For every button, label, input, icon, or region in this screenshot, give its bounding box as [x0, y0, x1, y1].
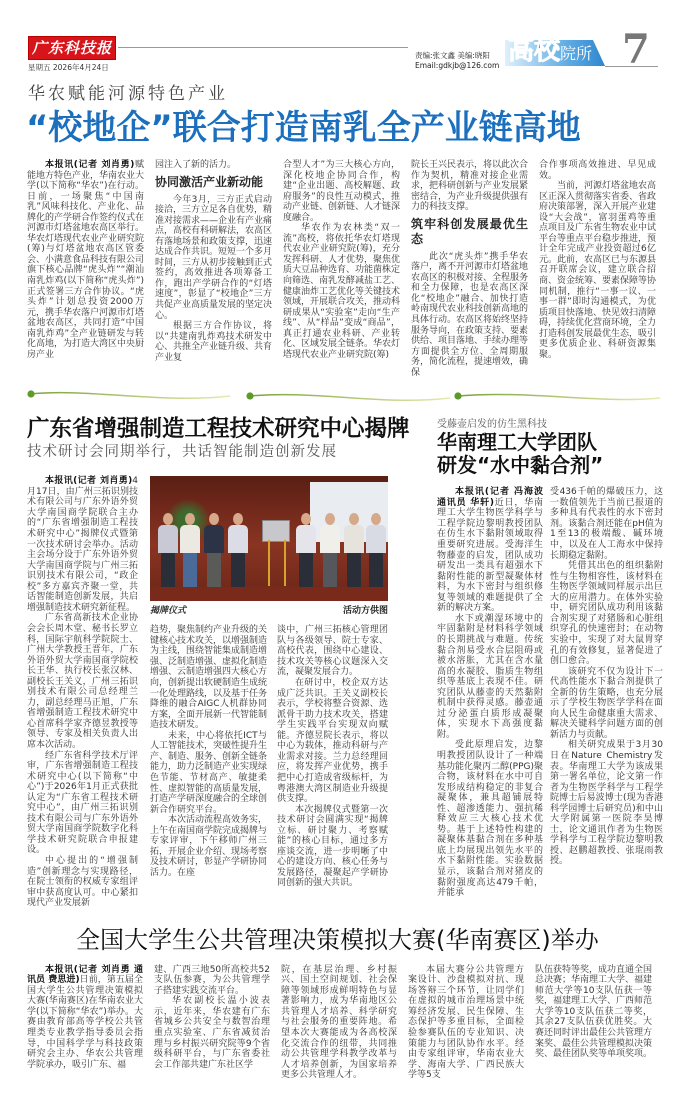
paragraph [281, 965, 397, 1081]
paragraph-text: 谈中，广州三拓核心管理团队与各级领导、院士专家、高校代表，围绕中心建设、技术攻关等核心议题深入交流，凝聚发展合力。 [277, 625, 388, 678]
paragraph-text: 园注入了新的活力。 [155, 160, 237, 170]
newspaper-logo: 广东科技报 [28, 36, 116, 60]
paragraph-text: 此次“虎头炸”携手华农落户，离不开河源市灯塔盆地农高区的积极对接、全程服务和全力保障，也是农高区深化“校地企”融合、加快打造岭南现代农业科技创新高地的具体行动。农高区将始终坚持服务导向，在政策支持、要素供给、项目落地、手续办理等方面提供全方位、全周期服务，简化流程，提速增效，确保 [411, 251, 529, 378]
person [228, 513, 248, 587]
paragraph [154, 996, 270, 1070]
paragraph-text: 受436千帕的爆破压力，这一数值领先于当前已报道的多种具有代表性的水下密封剂。该黏合剂还能在pH值为1至13的极端酸、碱环境中，以及在人工海水中保持长期稳定黏附。 [550, 487, 663, 561]
photo-caption-row [150, 605, 388, 617]
paragraph [27, 965, 143, 1070]
paragraph-text: 未来，中心将依托ICT与人工智能技术，突破性提升生产、制造、服务、创新全链条能力，助力泛制造产业实现绿色节能、节材高产、敏捷柔性、虚拟智能的高质量发展，打造产学研深度融合的全球创新合作研究平台。 [150, 730, 268, 815]
article1-column [411, 160, 528, 378]
paragraph [154, 965, 270, 997]
article4-column [154, 965, 270, 1070]
section-subheading: 筑牢科创发展最优生态 [411, 216, 528, 246]
paragraph-text: 赋能地方特色产业，华南农业大学(以下简称“华农”)在行动。日前，一场聚焦“中国南乳”风味科技化、产业化、品牌化的产学研合作签约仪式在河源市灯塔盆地农高区举行。华农灯塔现代农业产业研究院(筹)与灯塔盆地农高区管委会、小满意食品科技有限公司旗下核心品牌“虎头炸”“潮汕南乳炸鸡(以下简称“虎头炸”)正式签署三方合作协议。“虎头炸”计划总投资2000万元，携手华农落户河源市灯塔盆地农高区，共同打造“中国南乳炸鸡”全产业链研发与转化高地，为打造大湾区中央厨房产业 [27, 160, 145, 360]
byline: 本报讯(记者 刘肖勇) [45, 476, 133, 487]
article1-body [0, 160, 680, 378]
person [296, 513, 316, 587]
paragraph-text: 日前，第五届全国大学生公共管理决策模拟大赛(华南赛区)在华南农业大学(以下简称“华农”)举办。大赛由教育部高等学校公共管理类专业教学指导委员会指导，中国科学学与科技政策研究会主办、华农公共管理学院承办，吸引广东、福 [27, 975, 143, 1070]
paragraph [539, 160, 656, 181]
byline: 本报讯(记者 冯海波 通讯员 华轩) [437, 487, 543, 508]
article3 [437, 416, 663, 898]
article3-headline [437, 431, 663, 477]
center-plaque [262, 520, 290, 542]
stage-floor [150, 587, 388, 601]
article3-kicker: 受藤壶启发的仿生黑科技 [437, 419, 547, 431]
paragraph-text: 受此原理启发，边黎明教授团队设计了一种端基功能化聚丙二醇(PPG)聚合物，该材料在水中可自发形成结构稳定的非复合凝聚体，兼具超铺展特性、超渗透能力、强抗稀释效应三大核心技术优势。基于上述特性构建的凝聚体基黏合剂在多种基底上均展现出领先水平的水下黏附性能。实验数据显示，该黏合剂对猪皮的黏附强度高达479千帕，并能承 [437, 740, 543, 899]
paragraph [27, 613, 138, 750]
article2-subheadline: 技术研讨会同期举行，共话智能制造创新发展 [27, 444, 337, 461]
person [344, 513, 364, 587]
paragraph [27, 856, 138, 909]
paragraph [408, 965, 524, 1081]
paragraph-text: 当前，河源灯塔盆地农高区正深入贯彻落实省委、省政府决策部署，深入开展产业建设“大会战”，富羽蛋鸡等重点项目及广东省生物农业中试平台等重点平台稳步推进，预计全年完成产业投资超过6亿元。此前，农高区已与东源县召开联席会议，建立联合招商、资金统筹、要素保障等协同机制，推行“一事一议、一事一群”即时沟通模式，为优质项目快落地、快见效扫清障碍，持续优化营商环境，全力打造科创发展最优生态，吸引更多优质企业、科研资源集聚。 [539, 181, 657, 360]
paragraph [277, 625, 388, 678]
paragraph [437, 487, 543, 614]
article1-kicker: 华农赋能河源特色产业 [28, 84, 228, 104]
article1-column [539, 160, 656, 360]
article4-body [0, 965, 680, 1101]
unveiling-ceremony-photo [150, 476, 388, 601]
paragraph-text: 4月17日，由广州三拓识别技术有限公司与广东外语外贸大学南国商学院联合主办的“广东省增强制造工程技术研究中心”揭牌仪式暨第一次技术研讨会举办。活动主会场分设于广东外语外贸大学南国商学院与广州三拓识别技术有限公司，“政企校”多方嘉宾齐聚一堂，共话智能制造创新发展，共启增强制造技术研究新征程。 [27, 476, 138, 613]
article3-column [437, 487, 543, 898]
paragraph-text: 合型人才”为三大核心方向，深化校地企协同合作，构建“企业出题、高校解题、政府服务”的良性互动模式，推动产业链、创新链、人才链深度融合。 [283, 160, 401, 223]
article1-column [283, 160, 400, 360]
person [158, 513, 178, 587]
paragraph-text: 院长王兴民表示，将以此次合作为契机，精准对接企业需求，把科研创新与产业发展紧密结合，为产业升级提供强有力的科技支撑。 [411, 160, 529, 213]
byline: 本报讯(记者 刘肖勇 通讯员 费思进) [27, 964, 143, 986]
article3-column [550, 487, 663, 867]
paragraph-text: 近日，华南理工大学生物医学科学与工程学院边黎明教授团队在仿生水下黏附领域取得重要研究进展。受海洋生物藤壶的启发，团队成功研发出一类具有超强水下黏附性能的新型凝聚体材料，为水下密封与组织修复等领域的难题提供了全新的解决方案。 [437, 497, 543, 614]
paragraph [535, 965, 652, 1060]
paragraph-text: 合作事项高效推进、早见成效。 [539, 160, 656, 181]
paragraph [150, 815, 267, 878]
article1-headline: “校地企”联合打造南乳全产业链高地 [26, 108, 581, 148]
paragraph [539, 181, 656, 360]
paragraph [550, 561, 663, 666]
paragraph-text: 本届大赛分公共管理方案设计、沙盘模拟对抗、现场答辩三个环节，让同学们在虚拟的城市治理场景中统筹经济发展、民生保障、生态保护等多重目标，全面检验参赛队伍的专业知识、决策能力与团队协作水平。经由专家组评审，华南农业大学、海南大学、广西民族大学等5支 [408, 964, 524, 1081]
paragraph [283, 223, 400, 360]
article2-column [277, 625, 388, 889]
article2-headline: 广东省增强制造工程技术研究中心揭牌 [27, 416, 410, 443]
article2-column [150, 625, 267, 878]
editor-credits: 责编:张文鑫 美编:晓阳 [415, 51, 490, 60]
paragraph-text: 今年3月，三方正式启动接洽，三方立足各自优势，精准对接需求——企业有产业痛点，高校有科研解法，农高区有落地场景和政策支撑，迅速达成合作共识。短短一个多月时间，三方从初步接触到正式签约，高效推进各项筹备工作，跑出产学研合作的“灯塔速度”，彰显了“校地企”三方共促产业高质量发展的坚定决心。 [155, 194, 273, 321]
person [366, 513, 386, 587]
paragraph-text: 该研究不仅为设计下一代高性能水下黏合剂提供了全新的仿生策略，也充分展示了学校生物医学学科在面向人民生命健康重大需求、解决关键科学问题方面的创新活力与贡献。 [550, 666, 663, 740]
photo-caption: 揭牌仪式 [150, 606, 187, 617]
paragraph [437, 614, 543, 741]
article4-column [535, 965, 652, 1060]
paragraph-text: 华农副校长温小波表示，近年来，华农建有广东省城乡公共安全与数智治理重点实验室、广东省减贫治理与乡村振兴研究院等9个省级科研平台，与广东省委社会工作部共建广东社区学 [154, 996, 270, 1070]
paragraph-text: 趋势，聚焦制约产业升级的关键核心技术攻关，以增强制造为主线，围绕智能集成制造增强、泛制造增强、虚拟化制造增强、云制造增强四大核心方向，创新提出软硬制造生成统一化处理路线，以及基于任务降维的融合AIGC人机群协同方案，全面开展新一代智能制造技术研发。 [150, 625, 268, 731]
paragraph-text: 广东省高新技术企业协会会长周木堂、秘书长罗立科，国际宇航科学院院士、广州大学教授王晋年，广东外语外贸大学南国商学院校长王华、执行校长张汉林、副校长王关义，广州三拓识别技术有限公司总经理兰力，副总经理马正旭，广东省增强制造工程技术研究中心首席科学家齐德昱教授等领导、专家及相关负责人出席本次活动。 [27, 613, 138, 750]
paragraph [550, 487, 663, 561]
person [180, 513, 200, 587]
article4-column [27, 965, 143, 1070]
paragraph-text: 华农作为农林类“双一流”高校，将依托华农灯塔现代农业产业研究院(筹)，充分发挥科研、人才优势，聚焦优质大豆品种选育、功能菌株定向筛选、南乳发酵减盐工艺、健康油炸工艺优化等关键技术领域，开展联合攻关，推动科研成果从“实验室”走向“生产线”、从“样品”变成“商品”，真正打通农业科研、产业转化、区域发展全链条。华农灯塔现代农业产业研究院(筹) [283, 223, 401, 360]
article2 [27, 416, 410, 909]
editor-email: Email:gdkjb@126.com [415, 61, 500, 70]
section-badge-big: 高校 [508, 36, 561, 66]
paragraph-text: 水下或潮湿环境中的牢固黏附是材料科学领域的长期挑战与难题。传统黏合剂易受水合层阻碍或被水溶胀，尤其在含水量高的水凝胶、脂质生物组织等基底上表现不佳。研究团队从藤壶的天然黏附机制中获得灵感。藤壶通过分泌蛋白质形成凝聚体，实现水下高强度黏附。 [437, 613, 543, 740]
paragraph-text: 相关研究成果于3月30日在Nature Chemistry发表。华南理工大学为该成果第一署名单位，论文第一作者为生物医学科学与工程学院博士后易波博士(现为香港科学园博士后研究员)和中山大学附属第一医院李昊博士，论文通讯作者为生物医学科学与工程学院边黎明教授、赵鹏超教授、张琨雨教授。 [550, 740, 663, 867]
easel [268, 540, 286, 586]
paragraph [27, 476, 138, 613]
paragraph [150, 731, 267, 815]
paragraph-text: 凭借其出色的组织黏附性与生物相容性，该材料在生物医学领域同样展示出巨大的应用潜力。在体外实验中，研究团队成功利用该黏合剂实现了对猪肠和心脏组织穿孔的快速密封；在动物实验中，实现了对大鼠胃穿孔的有效修复，显著促进了创口愈合。 [550, 561, 663, 667]
paragraph [155, 195, 272, 322]
section-badge [508, 34, 592, 71]
paragraph [411, 160, 528, 213]
article3-headline-line1: 华南理工大学团队 [437, 430, 597, 455]
paragraph [27, 751, 138, 856]
paragraph-text: 本次揭牌仪式暨第一次技术研讨会圆满实现“揭牌立标、研讨聚力、考察赋能”的核心目标，通过多方座谈交流，进一步明晰了中心的建设方向、核心任务与发展路径，凝聚起产学研协同创新的强大共识。 [277, 804, 388, 889]
person [204, 513, 224, 587]
section-subheading: 协同激活产业新动能 [155, 174, 264, 189]
decorative-vine-divider [0, 384, 680, 408]
paragraph-text: 队伍获特等奖，成功直通全国总决赛；华南理工大学、福建师范大学等10支队伍获一等奖，福建理工大学、广西师范大学等10支队伍获二等奖，其余27支队伍获优胜奖。大赛还同时评出最佳公共管理方案奖、最佳公共管理模拟决策奖、最佳团队奖等单项奖项。 [535, 964, 653, 1060]
photo-credit: 活动方供图 [342, 606, 388, 617]
issue-date: 星期五 2026年4月24日 [28, 63, 109, 72]
person [320, 513, 340, 587]
article1-column [27, 160, 144, 360]
article4-column [408, 965, 524, 1081]
byline: 本报讯(记者 刘肖勇) [45, 160, 135, 170]
article3-headline-line2: 研发“水中黏合剂” [437, 453, 604, 478]
paragraph-text: 院，在基层治理、乡村振兴、国土空间规划、社会保障等领域形成鲜明特色与显著影响力，成为华南地区公共管理人才培养、科学研究与社会服务的重要阵地。希望本次大赛能成为各高校深化交流合作的纽带，共同推动公共管理学科教学改革与人才培养创新，为国家培养更多公共管理人才。 [281, 964, 397, 1081]
paragraph [155, 160, 272, 171]
paragraph [277, 678, 388, 805]
section-badge-small: 院所 [560, 44, 593, 63]
paragraph-text: 经广东省科学技术厅评审，广东省增强制造工程技术研究中心(以下简称“中心”)于2026年1月正式获批认定为“广东省工程技术研究中心”，由广州三拓识别技术有限公司与广东外语外贸大学南国商学院数字化科学技术研究院联合申报建设。 [27, 750, 138, 856]
paragraph-text: 根据三方合作协议，将以“共建南乳炸鸡技术研发中心、共推全产业链升级、共育产业复 [155, 321, 273, 363]
paragraph-text: 建、广西三地50所高校共52支队伍参赛，为公共管理学子搭建实践交流平台。 [154, 964, 270, 996]
middle-section [0, 416, 680, 908]
paragraph-text: 中心提出的“增强制造”创新理念与实现路径，在院士领衔的权威专家组评审中获高度认可。中心紧扣现代产业发展新 [27, 855, 138, 909]
editor-info [415, 51, 499, 71]
article4-headline: 全国大学生公共管理决策模拟大赛(华南赛区)举办 [76, 925, 599, 954]
paragraph [150, 625, 267, 730]
paragraph [283, 160, 400, 223]
paragraph [155, 321, 272, 363]
paragraph [27, 160, 144, 360]
paragraph-text: 在研讨中，校企双方达成广泛共识。王关义副校长表示，学校将整合资源、选派骨干助力技术攻关，搭建学生实践平台实现双向赋能。齐德昱院长表示，将以中心为载体，推动科研与产业需求对接。兰力总经理回应，将发挥产业优势，携手把中心打造成省级标杆，为粤港澳大湾区制造业升级提供支撑。 [277, 678, 388, 805]
article1-column [155, 160, 272, 363]
header-rule [118, 47, 408, 48]
article4-column [281, 965, 397, 1081]
paragraph [437, 740, 543, 898]
paragraph [550, 667, 663, 741]
paragraph [411, 252, 528, 379]
page-number: 7 [622, 26, 650, 73]
article2-column [27, 476, 138, 908]
paragraph [277, 805, 388, 889]
paragraph-text: 本次活动流程高效务实，上午在南国商学院完成揭牌与专家评审，下午移师广州三拓，开展企业介绍、现场考察及技术研讨，彰显产学研协同活力。在座 [150, 815, 268, 878]
masthead [0, 0, 680, 158]
paragraph [550, 740, 663, 867]
